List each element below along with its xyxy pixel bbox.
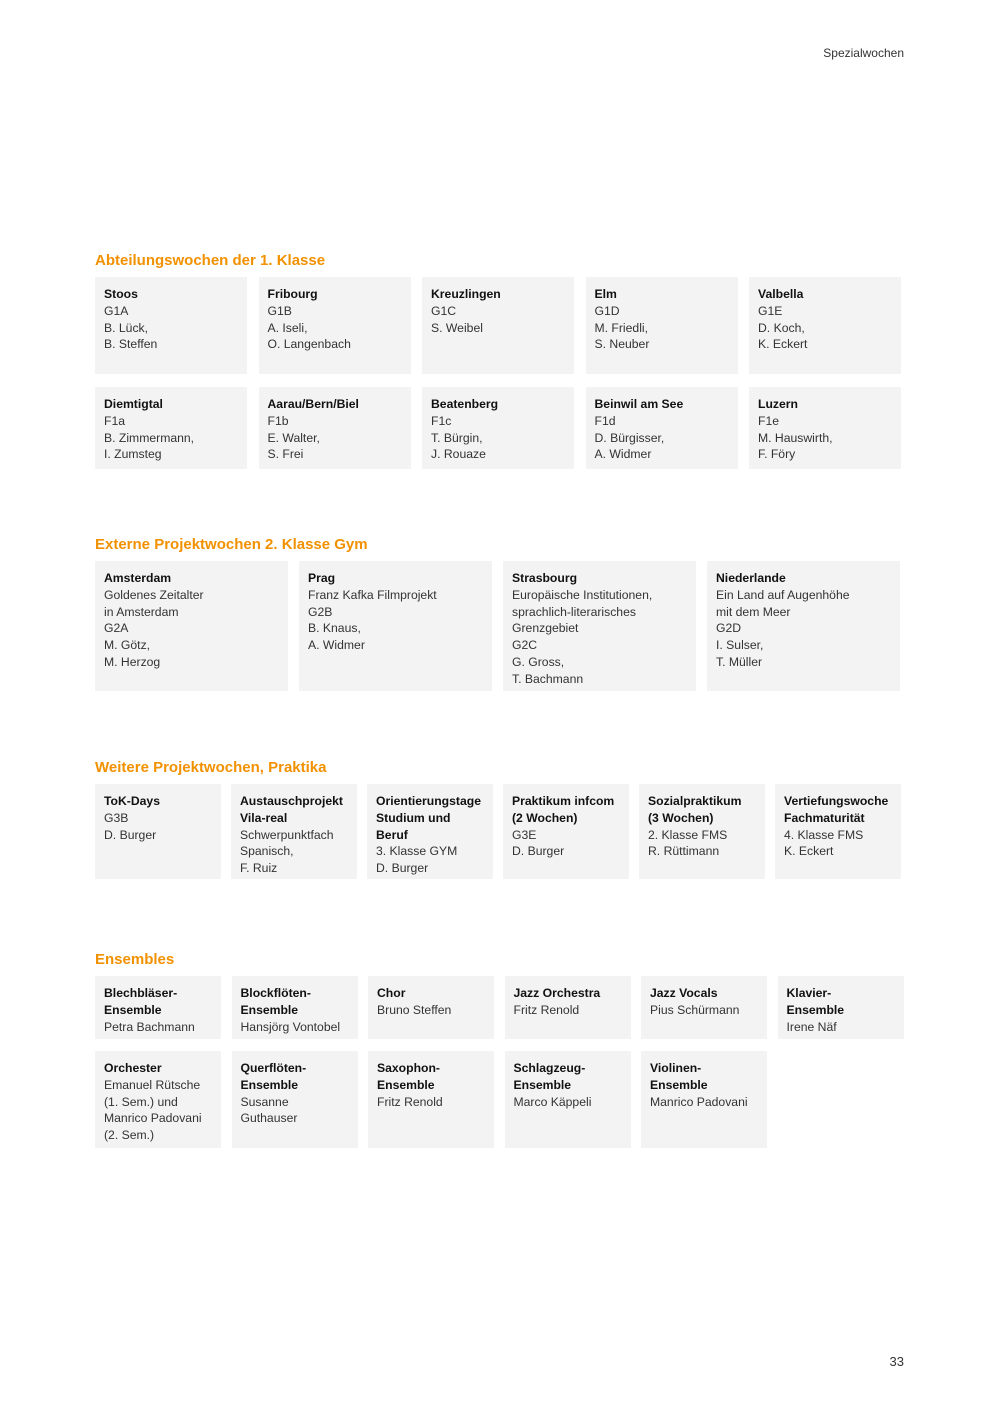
card-line: F1c bbox=[431, 413, 452, 428]
card-title: Ensemble bbox=[104, 1002, 162, 1017]
info-card bbox=[422, 277, 574, 374]
card-line: R. Rüttimann bbox=[648, 844, 720, 859]
card-title: Elm bbox=[594, 287, 617, 301]
card-line: Marco Käppeli bbox=[513, 1094, 592, 1109]
card-title: Chor bbox=[377, 986, 406, 1000]
card-line: G2B bbox=[308, 604, 333, 619]
card-row bbox=[95, 561, 903, 691]
running-header: Spezialwochen bbox=[823, 46, 904, 60]
card-title: Klavier- bbox=[786, 986, 832, 1000]
card-title: Beinwil am See bbox=[594, 397, 684, 411]
card-title: Luzern bbox=[758, 397, 798, 411]
card-line: G2D bbox=[716, 621, 742, 636]
info-card bbox=[586, 277, 738, 374]
info-card bbox=[707, 561, 900, 691]
page-number: 33 bbox=[889, 1354, 904, 1369]
info-card bbox=[749, 387, 901, 469]
card-row bbox=[95, 1051, 905, 1148]
card-line: I. Sulser, bbox=[716, 638, 764, 653]
info-card bbox=[641, 976, 767, 1039]
card-title: Beatenberg bbox=[431, 397, 499, 411]
card-line: B. Knaus, bbox=[308, 621, 361, 636]
card-title: Niederlande bbox=[716, 571, 786, 585]
card-line: Grenzgebiet bbox=[512, 621, 579, 636]
info-card bbox=[503, 784, 629, 879]
card-line: M. Hauswirth, bbox=[758, 430, 833, 445]
card-title: (2 Wochen) bbox=[512, 810, 578, 825]
card-title: Studium und bbox=[376, 810, 451, 825]
section-title: Externe Projektwochen 2. Klasse Gym bbox=[95, 536, 368, 553]
card-line: G2C bbox=[512, 638, 538, 653]
info-card bbox=[368, 1051, 494, 1148]
info-card bbox=[95, 1051, 221, 1148]
info-card bbox=[505, 976, 631, 1039]
card-title: Valbella bbox=[758, 287, 804, 301]
card-line: B. Lück, bbox=[104, 320, 149, 335]
card-title: Ensemble bbox=[377, 1077, 435, 1092]
card-title: Beruf bbox=[376, 827, 408, 842]
info-card bbox=[586, 387, 738, 469]
card-line: Pius Schürmann bbox=[650, 1002, 740, 1017]
info-card bbox=[503, 561, 696, 691]
card-title: Vertiefungswoche bbox=[784, 794, 889, 808]
card-title: Vila-real bbox=[240, 810, 288, 825]
card-row bbox=[95, 387, 903, 469]
card-line: I. Zumsteg bbox=[104, 447, 162, 462]
card-line: D. Koch, bbox=[758, 320, 805, 335]
card-line: A. Widmer bbox=[308, 638, 365, 653]
card-title: Ensemble bbox=[650, 1077, 708, 1092]
card-line: 2. Klasse FMS bbox=[648, 827, 728, 842]
card-row bbox=[95, 976, 905, 1039]
card-line: Ein Land auf Augenhöhe bbox=[716, 587, 850, 602]
card-line: G. Gross, bbox=[512, 654, 565, 669]
card-line: T. Müller bbox=[716, 654, 763, 669]
card-line: B. Steffen bbox=[104, 337, 158, 352]
info-card bbox=[367, 784, 493, 879]
info-card bbox=[95, 784, 221, 879]
card-title: Aarau/Bern/Biel bbox=[267, 397, 359, 411]
card-line: S. Frei bbox=[267, 447, 304, 462]
card-title: Blechbläser- bbox=[104, 986, 178, 1000]
card-line: E. Walter, bbox=[267, 430, 320, 445]
card-row bbox=[95, 784, 903, 879]
card-line: (1. Sem.) und bbox=[104, 1094, 178, 1109]
card-line: Spanisch, bbox=[240, 844, 294, 859]
card-line: O. Langenbach bbox=[267, 337, 351, 352]
card-line: Petra Bachmann bbox=[104, 1019, 195, 1034]
card-line: Bruno Steffen bbox=[377, 1002, 452, 1017]
card-line: S. Neuber bbox=[594, 337, 650, 352]
card-line: Goldenes Zeitalter bbox=[104, 587, 204, 602]
card-title: Violinen- bbox=[650, 1061, 702, 1075]
card-line: K. Eckert bbox=[784, 844, 834, 859]
card-title: Sozialpraktikum bbox=[648, 794, 742, 808]
card-line: F1d bbox=[594, 413, 616, 428]
card-line: G3E bbox=[512, 827, 537, 842]
info-card bbox=[639, 784, 765, 879]
card-line: F1e bbox=[758, 413, 780, 428]
card-title: Austauschprojekt bbox=[240, 794, 343, 808]
card-line: Hansjörg Vontobel bbox=[240, 1019, 341, 1034]
info-card bbox=[259, 387, 411, 469]
card-title: Fribourg bbox=[267, 287, 318, 301]
card-title: Fachmaturität bbox=[784, 810, 865, 825]
card-title: Strasbourg bbox=[512, 571, 578, 585]
card-line: Fritz Renold bbox=[377, 1094, 443, 1109]
card-title: Saxophon- bbox=[377, 1061, 440, 1075]
card-line: M. Friedli, bbox=[594, 320, 648, 335]
section-weitere-projektwochen bbox=[95, 759, 903, 879]
card-line: G1C bbox=[431, 303, 457, 318]
section-title: Ensembles bbox=[95, 951, 175, 968]
info-card bbox=[232, 976, 358, 1039]
info-card bbox=[749, 277, 901, 374]
card-line: S. Weibel bbox=[431, 320, 483, 335]
section-abteilungswochen bbox=[95, 252, 903, 469]
card-title: Schlagzeug- bbox=[513, 1061, 586, 1075]
card-line: D. Burger bbox=[376, 861, 429, 876]
card-line: G1D bbox=[594, 303, 620, 318]
card-line: F1a bbox=[104, 413, 126, 428]
card-line: Manrico Padovani bbox=[104, 1111, 202, 1126]
card-title: (3 Wochen) bbox=[648, 810, 714, 825]
card-line: (2. Sem.) bbox=[104, 1128, 155, 1143]
card-line: in Amsterdam bbox=[104, 604, 179, 619]
info-card bbox=[778, 976, 904, 1039]
card-title: Amsterdam bbox=[104, 571, 172, 585]
card-line: Susanne Guthauser bbox=[240, 1094, 298, 1126]
info-card bbox=[299, 561, 492, 691]
card-line: F. Föry bbox=[758, 447, 796, 462]
card-line: A. Widmer bbox=[594, 447, 652, 462]
card-line: Franz Kafka Filmprojekt bbox=[308, 587, 437, 602]
card-title: Jazz Orchestra bbox=[513, 986, 601, 1000]
card-line: Manrico Padovani bbox=[650, 1094, 748, 1109]
card-row bbox=[95, 277, 903, 374]
card-title: Diemtigtal bbox=[104, 397, 163, 411]
info-card bbox=[95, 387, 247, 469]
section-ensembles bbox=[95, 951, 905, 1148]
card-line: 3. Klasse GYM bbox=[376, 844, 458, 859]
card-title: Stoos bbox=[104, 287, 138, 301]
card-title: Prag bbox=[308, 571, 336, 585]
card-line: G3B bbox=[104, 810, 129, 825]
card-line: A. Iseli, bbox=[267, 320, 308, 335]
info-card bbox=[505, 1051, 631, 1148]
card-line: G1E bbox=[758, 303, 783, 318]
card-line: mit dem Meer bbox=[716, 604, 791, 619]
card-title: Orientierungstage bbox=[376, 794, 481, 808]
card-line: D. Burger bbox=[104, 827, 157, 842]
card-title: Orchester bbox=[104, 1061, 162, 1075]
section-title: Abteilungswochen der 1. Klasse bbox=[95, 252, 326, 269]
card-line: M. Götz, bbox=[104, 638, 151, 653]
card-line: T. Bachmann bbox=[512, 671, 584, 686]
info-card bbox=[641, 1051, 767, 1148]
info-card bbox=[231, 784, 357, 879]
card-line: Europäische Institutionen, bbox=[512, 587, 653, 602]
card-line: Fritz Renold bbox=[513, 1002, 580, 1017]
card-title: Praktikum infcom bbox=[512, 794, 615, 808]
card-title: Querflöten- bbox=[240, 1061, 307, 1075]
card-line: K. Eckert bbox=[758, 337, 808, 352]
card-line: sprachlich-literarisches bbox=[512, 604, 636, 619]
card-line: G2A bbox=[104, 621, 129, 636]
card-title: Blockflöten- bbox=[240, 986, 311, 1000]
section-title: Weitere Projektwochen, Praktika bbox=[95, 759, 327, 776]
card-line: J. Rouaze bbox=[431, 447, 486, 462]
info-card bbox=[368, 976, 494, 1039]
card-line: Emanuel Rütsche bbox=[104, 1077, 201, 1092]
card-title: Ensemble bbox=[786, 1002, 845, 1017]
section-externe-projektwochen bbox=[95, 536, 903, 691]
card-title: Ensemble bbox=[240, 1002, 299, 1017]
card-line: F. Ruiz bbox=[240, 861, 278, 876]
info-card bbox=[95, 277, 247, 374]
info-card bbox=[232, 1051, 358, 1148]
card-title: Ensemble bbox=[513, 1077, 572, 1092]
card-title: Kreuzlingen bbox=[431, 287, 501, 301]
info-card bbox=[259, 277, 411, 374]
info-card bbox=[422, 387, 574, 469]
card-line: F1b bbox=[267, 413, 289, 428]
card-title: Ensemble bbox=[240, 1077, 299, 1092]
card-line: D. Bürgisser, bbox=[594, 430, 665, 445]
card-line: Irene Näf bbox=[786, 1019, 837, 1034]
card-line: B. Zimmermann, bbox=[104, 430, 195, 445]
card-line: G1B bbox=[267, 303, 292, 318]
info-card bbox=[95, 561, 288, 691]
card-line: Schwerpunktfach bbox=[240, 827, 334, 842]
card-line: M. Herzog bbox=[104, 654, 161, 669]
card-line: D. Burger bbox=[512, 844, 565, 859]
card-title: ToK-Days bbox=[104, 794, 160, 808]
card-line: G1A bbox=[104, 303, 129, 318]
card-line: 4. Klasse FMS bbox=[784, 827, 864, 842]
card-line: T. Bürgin, bbox=[431, 430, 483, 445]
info-card bbox=[775, 784, 901, 879]
card-title: Jazz Vocals bbox=[650, 986, 718, 1000]
info-card bbox=[95, 976, 221, 1039]
